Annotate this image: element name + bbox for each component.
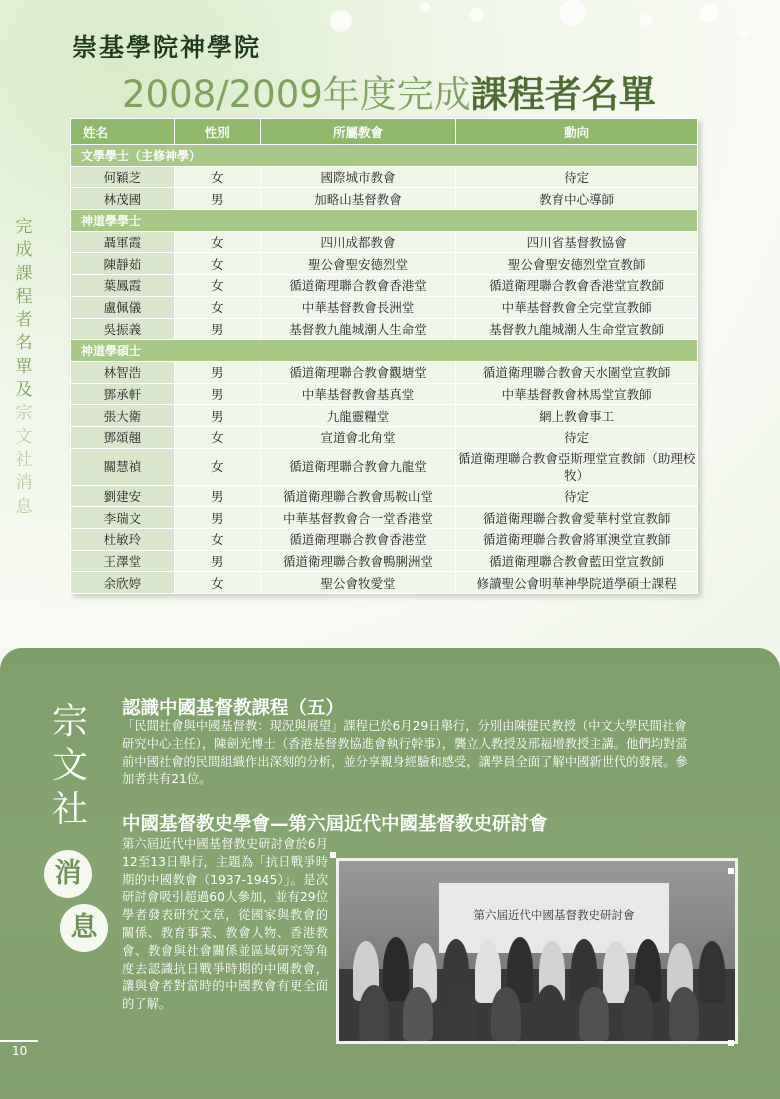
cell-gender: 男 xyxy=(174,318,260,340)
cell-gender: 男 xyxy=(174,485,260,507)
cell-church: 聖公會牧愛堂 xyxy=(260,572,456,594)
photo-person xyxy=(383,937,409,1001)
cell-destination: 基督教九龍城潮人生命堂宣教師 xyxy=(456,318,698,340)
decor-bubble xyxy=(700,4,718,22)
photo-person xyxy=(623,985,653,1041)
section-row xyxy=(71,340,698,362)
section-label: 神道學碩士 xyxy=(71,340,698,362)
school-name: 崇基學院神學院 xyxy=(72,33,262,62)
table-row xyxy=(71,448,698,485)
cell-name: 李瑞文 xyxy=(71,507,175,529)
section-row xyxy=(71,145,698,167)
decor-bubble xyxy=(740,30,748,38)
cell-gender: 女 xyxy=(174,166,260,188)
cell-gender: 男 xyxy=(174,188,260,210)
page-number-rule xyxy=(0,1040,38,1042)
cell-church: 聖公會聖安德烈堂 xyxy=(260,253,456,275)
cell-destination: 網上教會事工 xyxy=(456,405,698,427)
cell-gender: 女 xyxy=(174,275,260,297)
news-item1-title: 認識中國基督教課程（五） xyxy=(122,698,345,719)
cell-name: 何穎芝 xyxy=(71,166,175,188)
graduates-table xyxy=(70,118,698,594)
news-vertical-title: 宗文社 xyxy=(51,701,88,830)
cell-gender: 男 xyxy=(174,383,260,405)
cell-destination: 循道衛理聯合教會香港堂宣教師 xyxy=(456,275,698,297)
page-title-prefix: 2008/2009年度完成 xyxy=(122,73,471,116)
news-item2-body: 第六屆近代中國基督教史研討會於6月12至13日舉行，主題為「抗日戰爭時期的中國教會（1937-1945）」。是次研討會吸引超過60人參加，並有29位學者發表研究文章，從國家與教會的關係、教育事業、教會人物、香港教會、教會與社會關係並區域研究等角度去認識抗日戰爭時期的中國教會，讓與會者對當時的中國教會有更全面的了解。 xyxy=(122,837,328,1012)
section-label: 文學學士（主修神學） xyxy=(71,145,698,167)
table-row xyxy=(71,550,698,572)
photo-person xyxy=(359,985,389,1041)
decor-bubble xyxy=(470,8,484,22)
cell-church: 九龍靈糧堂 xyxy=(260,405,456,427)
cell-name: 關慧禎 xyxy=(71,448,175,485)
cell-gender: 男 xyxy=(174,361,260,383)
photo-corner-mark xyxy=(728,868,734,874)
cell-name: 吳振義 xyxy=(71,318,175,340)
column-header-church: 所屬教會 xyxy=(260,119,456,145)
news-item1-body: 「民間社會與中國基督教：現況與展望」課程已於6月29日舉行，分別由陳健民教授（中文大學民間社會研究中心主任），陳劍光博士（香港基督教協進會執行幹事），龔立人教授及邢福增教授主講。他們均對當前中國社會的民間組織作出深刻的分析，並分享親身經驗和感受，讓學員全面了解中國新世代的發展。參加者共有21位。 xyxy=(122,719,688,787)
table-row xyxy=(71,275,698,297)
photo-person xyxy=(491,987,521,1041)
table-header-row xyxy=(71,119,698,145)
table-row xyxy=(71,405,698,427)
table-row xyxy=(71,383,698,405)
cell-church: 循道衛理聯合教會香港堂 xyxy=(260,275,456,297)
cell-church: 中華基督教會基真堂 xyxy=(260,383,456,405)
photo-banner: 第六屆近代中國基督教史研討會 xyxy=(439,883,669,953)
cell-church: 宣道會北角堂 xyxy=(260,426,456,448)
side-vertical-dark: 完成課程者名單及 xyxy=(15,217,33,401)
cell-destination: 中華基督教會林馬堂宣教師 xyxy=(456,383,698,405)
cell-destination: 教育中心導師 xyxy=(456,188,698,210)
photo-corner-mark xyxy=(330,852,336,858)
cell-name: 林智浩 xyxy=(71,361,175,383)
table-row xyxy=(71,361,698,383)
cell-church: 中華基督教會長洲堂 xyxy=(260,296,456,318)
cell-gender: 女 xyxy=(174,426,260,448)
photo-person xyxy=(603,941,629,1003)
side-vertical-label xyxy=(12,216,36,519)
column-header-name: 姓名 xyxy=(71,119,175,145)
column-header-destination: 動向 xyxy=(456,119,698,145)
photo-person xyxy=(447,985,477,1041)
page-title xyxy=(122,64,656,118)
cell-name: 盧佩儀 xyxy=(71,296,175,318)
cell-church: 中華基督教會合一堂香港堂 xyxy=(260,507,456,529)
side-vertical-light: 宗文社消息 xyxy=(15,403,33,517)
cell-destination: 循道衛理聯合教會將軍澳堂宣教師 xyxy=(456,529,698,551)
page-title-emphasis: 課程者名單 xyxy=(470,73,656,116)
table-row xyxy=(71,166,698,188)
cell-destination: 循道衛理聯合教會亞斯理堂宣教師（助理校牧） xyxy=(456,448,698,485)
cell-church: 循道衛理聯合教會香港堂 xyxy=(260,529,456,551)
cell-church: 循道衛理聯合教會觀塘堂 xyxy=(260,361,456,383)
column-header-gender: 性別 xyxy=(174,119,260,145)
table-row xyxy=(71,253,698,275)
cell-church: 基督教九龍城潮人生命堂 xyxy=(260,318,456,340)
page-number: 10 xyxy=(12,1044,28,1058)
table-row xyxy=(71,296,698,318)
photo-person xyxy=(535,985,565,1041)
table-row xyxy=(71,426,698,448)
cell-destination: 循道衛理聯合教會藍田堂宣教師 xyxy=(456,550,698,572)
cell-church: 國際城市教會 xyxy=(260,166,456,188)
cell-destination: 循道衛理聯合教會愛華村堂宣教師 xyxy=(456,507,698,529)
photo-person xyxy=(579,987,609,1041)
decor-bubble xyxy=(330,10,352,32)
decor-bubble xyxy=(640,14,652,26)
cell-destination: 聖公會聖安德烈堂宣教師 xyxy=(456,253,698,275)
cell-name: 王澤堂 xyxy=(71,550,175,572)
cell-gender: 男 xyxy=(174,507,260,529)
decor-bubble xyxy=(560,0,586,26)
cell-destination: 中華基督教會全完堂宣教師 xyxy=(456,296,698,318)
cell-name: 聶軍霞 xyxy=(71,231,175,253)
cell-gender: 男 xyxy=(174,550,260,572)
cell-gender: 女 xyxy=(174,231,260,253)
table-row xyxy=(71,485,698,507)
cell-destination: 待定 xyxy=(456,485,698,507)
cell-church: 循道衛理聯合教會馬鞍山堂 xyxy=(260,485,456,507)
cell-name: 余欣婷 xyxy=(71,572,175,594)
table-row xyxy=(71,188,698,210)
cell-name: 張大衛 xyxy=(71,405,175,427)
cell-church: 加略山基督教會 xyxy=(260,188,456,210)
table-row xyxy=(71,529,698,551)
cell-church: 四川成都教會 xyxy=(260,231,456,253)
photo-corner-mark xyxy=(728,1040,734,1046)
decor-bubble xyxy=(420,2,430,12)
cell-destination: 循道衛理聯合教會天水圍堂宣教師 xyxy=(456,361,698,383)
cell-church: 循道衛理聯合教會鴨脷洲堂 xyxy=(260,550,456,572)
photo-person xyxy=(699,941,725,1003)
cell-name: 劉建安 xyxy=(71,485,175,507)
cell-name: 葉鳳霞 xyxy=(71,275,175,297)
conference-photo xyxy=(336,858,738,1044)
cell-name: 鄧承軒 xyxy=(71,383,175,405)
cell-destination: 待定 xyxy=(456,426,698,448)
cell-gender: 女 xyxy=(174,529,260,551)
photo-person xyxy=(669,987,699,1041)
cell-name: 鄧頌翹 xyxy=(71,426,175,448)
cell-gender: 女 xyxy=(174,296,260,318)
table-row xyxy=(71,318,698,340)
cell-name: 杜敏玲 xyxy=(71,529,175,551)
cell-church: 循道衛理聯合教會九龍堂 xyxy=(260,448,456,485)
cell-destination: 修讀聖公會明華神學院道學碩士課程 xyxy=(456,572,698,594)
cell-destination: 四川省基督教協會 xyxy=(456,231,698,253)
table-row xyxy=(71,572,698,594)
news-circle-2: 息 xyxy=(60,904,108,952)
section-row xyxy=(71,210,698,232)
cell-gender: 女 xyxy=(174,448,260,485)
section-label: 神道學學士 xyxy=(71,210,698,232)
photo-person xyxy=(403,987,433,1041)
cell-gender: 女 xyxy=(174,253,260,275)
cell-gender: 女 xyxy=(174,572,260,594)
cell-gender: 男 xyxy=(174,405,260,427)
cell-destination: 待定 xyxy=(456,166,698,188)
table-row xyxy=(71,507,698,529)
news-item2-title: 中國基督教史學會—第六屆近代中國基督教史研討會 xyxy=(122,814,548,835)
table-row xyxy=(71,231,698,253)
news-circle-1: 消 xyxy=(44,850,92,898)
cell-name: 林茂國 xyxy=(71,188,175,210)
cell-name: 陳靜茹 xyxy=(71,253,175,275)
